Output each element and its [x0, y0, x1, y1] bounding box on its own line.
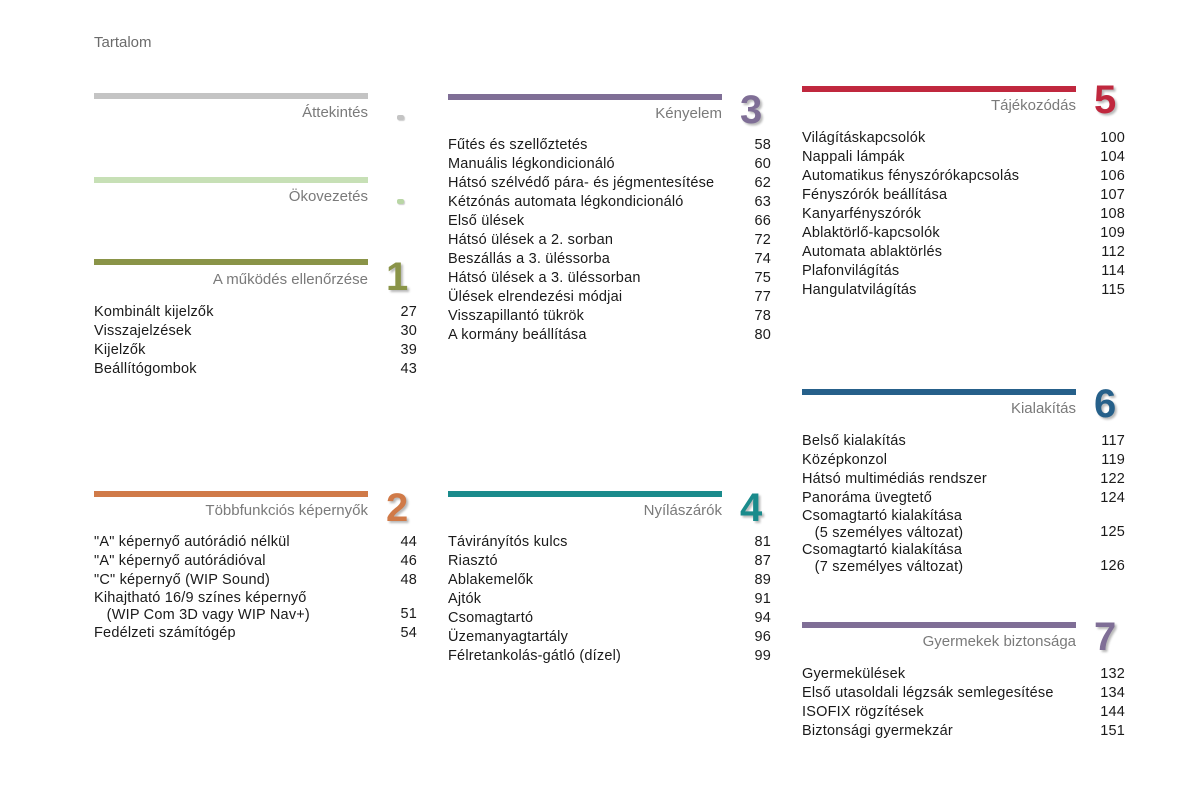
toc-entry[interactable] [802, 129, 1125, 148]
toc-entry-label: Ajtók [448, 591, 482, 607]
toc-entry[interactable] [448, 193, 771, 212]
toc-entry-page: 104 [1100, 149, 1125, 165]
toc-entry-label: Automatikus fényszórókapcsolás [802, 168, 1020, 184]
toc-entry-page: 144 [1100, 704, 1125, 720]
section-attekintes [94, 93, 368, 133]
section-list [448, 136, 771, 345]
toc-entry[interactable] [802, 243, 1125, 262]
toc-entry-label: Ablakemelők [448, 572, 534, 588]
toc-entry-label: Középkonzol [802, 452, 888, 468]
toc-entry-page: 151 [1100, 723, 1125, 739]
toc-entry-page: 46 [400, 553, 417, 569]
toc-entry-page: 99 [754, 648, 771, 664]
section-7 [802, 615, 1125, 752]
section-bar [94, 491, 368, 497]
toc-entry[interactable] [94, 590, 417, 624]
toc-entry[interactable] [94, 533, 417, 552]
toc-entry[interactable] [94, 341, 417, 360]
toc-entry[interactable] [448, 647, 771, 666]
toc-entry-page: 62 [754, 175, 771, 191]
toc-entry-label: Első ülések [448, 213, 525, 229]
toc-entry-page: 63 [754, 194, 771, 210]
toc-entry[interactable] [802, 451, 1125, 470]
toc-entry-label: Belső kialakítás [802, 433, 906, 449]
toc-entry-label: Beállítógombok [94, 361, 197, 377]
toc-entry-label: Visszapillantó tükrök [448, 308, 585, 324]
toc-entry[interactable] [802, 224, 1125, 243]
section-list [94, 533, 417, 643]
toc-entry[interactable] [802, 684, 1125, 703]
toc-entry-label: Fűtés és szellőztetés [448, 137, 588, 153]
section-number: 4 [740, 486, 763, 530]
toc-entry[interactable] [448, 628, 771, 647]
toc-entry-label: Félretankolás-gátló (dízel) [448, 648, 622, 664]
toc-entry-page: 109 [1100, 225, 1125, 241]
section-bar [94, 259, 368, 265]
toc-entry-page: 114 [1101, 263, 1125, 279]
toc-entry-label: Visszajelzések [94, 323, 192, 339]
toc-entry[interactable] [94, 322, 417, 341]
section-number: 3 [740, 88, 763, 132]
section-5 [802, 78, 1125, 306]
toc-entry-label: Ablaktörlő-kapcsolók [802, 225, 940, 241]
toc-entry[interactable] [448, 533, 771, 552]
toc-entry-label: Távirányítós kulcs [448, 534, 568, 550]
section-list [802, 665, 1125, 741]
toc-entry[interactable] [802, 665, 1125, 684]
toc-entry-page: 44 [400, 534, 417, 550]
toc-entry-page: 75 [754, 270, 771, 286]
section-1 [94, 255, 417, 379]
toc-entry-page: 96 [754, 629, 771, 645]
section-bar [94, 177, 368, 183]
section-title[interactable]: Tájékozódás [990, 97, 1076, 114]
toc-entry[interactable] [94, 624, 417, 643]
toc-entry-label: Kétzónás automata légkondicionáló [448, 194, 684, 210]
toc-entry-label: Kijelzők [94, 342, 146, 358]
toc-entry-label: "A" képernyő autórádió nélkül [94, 534, 290, 550]
toc-entry[interactable] [448, 609, 771, 628]
toc-entry-label: Gyermekülések [802, 666, 906, 682]
toc-entry-page: 94 [754, 610, 771, 626]
section-list [448, 533, 771, 666]
toc-entry[interactable] [802, 262, 1125, 281]
toc-entry[interactable] [94, 571, 417, 590]
toc-entry[interactable] [448, 212, 771, 231]
section-bar [802, 389, 1076, 395]
section-title[interactable]: Gyermekek biztonsága [922, 633, 1076, 650]
toc-entry-page: 80 [754, 327, 771, 343]
section-number: 2 [386, 486, 409, 530]
toc-entry-page: 58 [754, 137, 771, 153]
toc-entry[interactable] [448, 307, 771, 326]
toc-entry-label: Beszállás a 3. üléssorba [448, 251, 610, 267]
toc-entry[interactable] [802, 167, 1125, 186]
section-bar [802, 86, 1076, 92]
section-number: 6 [1094, 382, 1117, 426]
toc-entry-page: 100 [1100, 130, 1125, 146]
toc-entry-page: 77 [754, 289, 771, 305]
toc-entry-page: 78 [754, 308, 771, 324]
toc-entry[interactable] [448, 231, 771, 250]
section-title[interactable]: Ökovezetés [288, 188, 368, 205]
section-number: 1 [386, 255, 409, 299]
toc-entry[interactable] [448, 571, 771, 590]
toc-entry-label: Kihajtható 16/9 színes képernyő (WIP Com 3D vagy WIP Nav+) [94, 590, 310, 623]
toc-entry-page: 48 [400, 572, 417, 588]
toc-entry-label: Hátsó ülések a 2. sorban [448, 232, 614, 248]
toc-entry-page: 81 [754, 534, 771, 550]
toc-entry[interactable] [448, 288, 771, 307]
toc-entry-page: 89 [754, 572, 771, 588]
toc-entry-page: 117 [1101, 433, 1125, 449]
toc-entry-label: Kombinált kijelzők [94, 304, 214, 320]
toc-entry-label: Hátsó szélvédő pára- és jégmentesítése [448, 175, 715, 191]
toc-entry[interactable] [802, 148, 1125, 167]
section-title[interactable]: Áttekintés [302, 104, 368, 121]
toc-entry-page: 30 [400, 323, 417, 339]
section-title[interactable]: Többfunkciós képernyők [205, 502, 368, 519]
section-number: 7 [1094, 615, 1117, 659]
toc-entry-page: 115 [1101, 282, 1125, 298]
toc-entry-page: 43 [400, 361, 417, 377]
toc-entry[interactable] [802, 703, 1125, 722]
toc-entry-page: 54 [400, 625, 417, 641]
section-bar [802, 622, 1076, 628]
toc-entry[interactable] [802, 470, 1125, 489]
toc-entry-page: 27 [400, 304, 417, 320]
section-title[interactable]: Nyílászárók [643, 502, 722, 519]
toc-entry-label: Csomagtartó [448, 610, 534, 626]
section-number: 5 [1094, 78, 1117, 122]
toc-entry-label: Panoráma üvegtető [802, 490, 932, 506]
toc-entry-page: 39 [400, 342, 417, 358]
toc-entry-label: Fedélzeti számítógép [94, 625, 236, 641]
section-dot-attekintes [397, 115, 404, 120]
toc-entry-label: Üzemanyagtartály [448, 629, 569, 645]
toc-entry-label: "C" képernyő (WIP Sound) [94, 572, 271, 588]
toc-entry[interactable] [448, 326, 771, 345]
toc-entry[interactable] [448, 155, 771, 174]
toc-entry-label: Hangulatvilágítás [802, 282, 917, 298]
toc-entry[interactable] [802, 205, 1125, 224]
toc-entry-label: Világításkapcsolók [802, 130, 926, 146]
page-title: Tartalom [94, 34, 152, 51]
toc-entry-page: 72 [754, 232, 771, 248]
toc-entry-label: Automata ablaktörlés [802, 244, 943, 260]
toc-entry-page: 106 [1100, 168, 1125, 184]
toc-entry[interactable] [94, 360, 417, 379]
toc-entry[interactable] [448, 136, 771, 155]
toc-entry-page: 107 [1100, 187, 1125, 203]
toc-entry[interactable] [802, 432, 1125, 451]
toc-entry-label: Hátsó multimédiás rendszer [802, 471, 987, 487]
section-bar [448, 491, 722, 497]
section-list [94, 303, 417, 379]
toc-entry-page: 132 [1100, 666, 1125, 682]
section-title[interactable]: Kialakítás [1010, 400, 1076, 417]
toc-entry-page: 124 [1100, 490, 1125, 506]
toc-entry-page: 87 [754, 553, 771, 569]
toc-entry-page: 66 [754, 213, 771, 229]
toc-entry-page: 125 [1100, 524, 1125, 540]
toc-entry-label: Ülések elrendezési módjai [448, 289, 623, 305]
toc-entry[interactable] [448, 250, 771, 269]
section-6 [802, 382, 1125, 589]
toc-entry[interactable] [94, 552, 417, 571]
toc-entry[interactable] [802, 508, 1125, 542]
section-title[interactable]: Kényelem [655, 105, 722, 122]
toc-entry-label: Csomagtartó kialakítása (7 személyes változat) [802, 542, 964, 575]
toc-entry[interactable] [802, 542, 1125, 576]
section-bar [448, 94, 722, 100]
toc-entry-page: 74 [754, 251, 771, 267]
toc-entry[interactable] [448, 174, 771, 193]
toc-entry[interactable] [802, 186, 1125, 205]
toc-entry-page: 119 [1101, 452, 1125, 468]
toc-entry[interactable] [448, 590, 771, 609]
toc-entry-label: Hátsó ülések a 3. üléssorban [448, 270, 641, 286]
toc-entry-page: 112 [1101, 244, 1125, 260]
toc-entry-page: 134 [1100, 685, 1125, 701]
section-list [802, 129, 1125, 300]
toc-entry-page: 126 [1100, 558, 1125, 574]
toc-entry[interactable] [448, 269, 771, 288]
toc-entry-label: Manuális légkondicionáló [448, 156, 615, 172]
toc-entry[interactable] [448, 552, 771, 571]
toc-entry[interactable] [802, 281, 1125, 300]
section-3 [448, 88, 771, 354]
toc-entry-label: Első utasoldali légzsák semlegesítése [802, 685, 1054, 701]
toc-entry-label: Kanyarfényszórók [802, 206, 922, 222]
toc-entry-page: 91 [754, 591, 771, 607]
section-list [802, 432, 1125, 576]
toc-entry-page: 60 [754, 156, 771, 172]
toc-entry[interactable] [94, 303, 417, 322]
section-4 [448, 486, 771, 671]
section-okovezetes [94, 177, 368, 217]
toc-entry-page: 51 [400, 606, 417, 622]
section-title[interactable]: A működés ellenőrzése [212, 271, 368, 288]
toc-entry-label: Csomagtartó kialakítása (5 személyes változat) [802, 508, 964, 541]
toc-entry-label: Riasztó [448, 553, 498, 569]
toc-entry-label: ISOFIX rögzítések [802, 704, 924, 720]
section-dot-okovezetes [397, 199, 404, 204]
toc-entry-label: Biztonsági gyermekzár [802, 723, 953, 739]
toc-entry-label: Fényszórók beállítása [802, 187, 948, 203]
section-2 [94, 486, 417, 651]
toc-entry-label: Plafonvilágítás [802, 263, 900, 279]
toc-entry[interactable] [802, 722, 1125, 741]
toc-entry-label: "A" képernyő autórádióval [94, 553, 266, 569]
toc-entry-page: 122 [1100, 471, 1125, 487]
toc-entry-page: 108 [1100, 206, 1125, 222]
section-bar [94, 93, 368, 99]
toc-entry-label: A kormány beállítása [448, 327, 587, 343]
toc-entry[interactable] [802, 489, 1125, 508]
toc-entry-label: Nappali lámpák [802, 149, 905, 165]
